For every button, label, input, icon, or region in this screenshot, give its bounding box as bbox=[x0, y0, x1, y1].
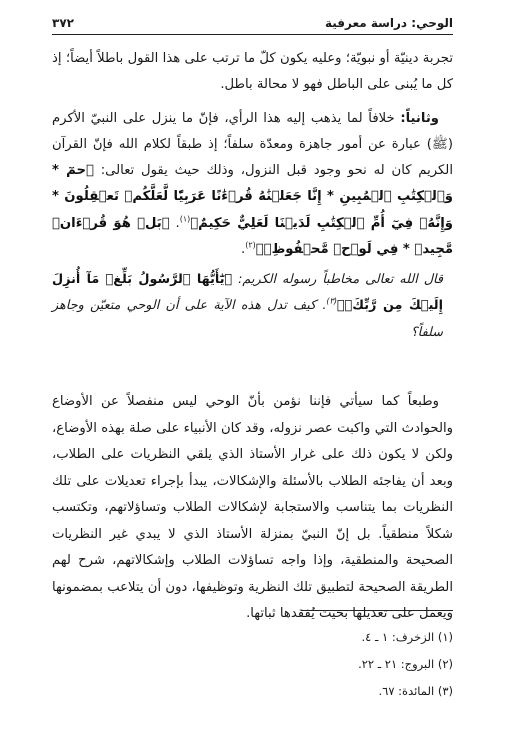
footnote-1: (١) الزخرف: ١ ـ ٤. bbox=[361, 630, 453, 644]
running-title: الوحي: دراسة معرفية bbox=[324, 16, 453, 30]
paragraph-3: وطبعاً كما سيأتي فإننا نؤمن بأنّ الوحي ليس منفصلاً عن الأوضاع والحوادث التي واكبت عصر نزوله، وقد كان الأنبياء على صلة بهذه الأوضاع، ولكن لا يكون ذلك على غرار الأستاذ الذي يلقي النظريات على الطلاب، وبعد أن يفاجئه الطلاب بالأسئلة والإشكالات، يبدأ بإجراء تعديلات على تلك النظريات بما يتناسب والاستجابة لإشكالات الطلاب وتساؤلاتهم، وتكتسب شكلاً منطقياً. بل إنّ النبيّ بمنزلة الأستاذ الذي لا يبدي غير النظريات الصحيحة والمنطقية، وإذا واجه تساؤلات الطلاب وإشكالاتهم، شرح لهم الطريقة الصحيحة لتطبيق تلك النظرية وتوظيفها، دون أن يتلاعب بمضمونها ويعمل على تعديلها بحيث يُفقدها ثباتها. bbox=[52, 394, 453, 622]
footnote-ref-2: (٢) bbox=[245, 240, 256, 250]
paragraph-1: تجربة دينيّة أو نبويّة؛ وعليه يكون كلّ ما ترتب على هذا القول باطلاً أيضاً؛ إذ كل ما يُبنى على الباطل فهو لا محالة باطل. bbox=[52, 51, 453, 93]
discussion-question bbox=[52, 267, 443, 346]
footnote-divider bbox=[301, 610, 453, 611]
paragraph-2: وثانياً: خلافاً لما يذهب إليه هذا الرأي، فإنّ ما ينزل على النبيّ الأكرم (ﷺ) عبارة عن أمور جاهزة ومعدّة سلفاً؛ إذ طبقاً لكلام الله فإنّ القرآن الكريم كان له نحو وجود قبل النزول، وذلك حيث يقول تعالى: ﴿حمٓ * وَٱلۡكِتَٰبِ ٱلۡمُبِينِ * إِنَّا جَعَلۡنَٰهُ قُرۡءَٰنًا عَرَبِيّٗا لَّعَلَّكُمۡ تَعۡقِلُونَ * وَإِنَّهُۥ فِيٓ أُمِّ ٱلۡكِتَٰبِ لَدَيۡنَا لَعَلِيٌّ حَكِيمٌ﴾$^{(١)}$. ﴿بَلۡ هُوَ قُرۡءَانٞ مَّجِيدٞ * فِي لَوۡحٖ مَّحۡفُوظِۭ﴾$^{(٢)}$. bbox=[52, 110, 453, 258]
quran-quote-1: ﴿حمٓ * وَٱلۡكِتَٰبِ ٱلۡمُبِينِ * إِنَّا جَعَلۡنَٰهُ قُرۡءَٰنًا عَرَبِيّٗا لَّعَلَّكُمۡ تَعۡقِلُونَ * وَإِنَّهُۥ فِيٓ أُمِّ ٱلۡكِتَٰبِ لَدَيۡنَا لَعَلِيٌّ حَكِيمٌ﴾ bbox=[52, 163, 453, 231]
footnote-ref-3: (٣) bbox=[326, 297, 337, 307]
paragraph-2-text: خلافاً لما يذهب إليه هذا الرأي، فإنّ ما ينزل على النبيّ الأكرم (ﷺ) عبارة عن أمور جاهزة ومعدّة سلفاً؛ إذ طبقاً لكلام الله فإنّ القرآن الكريم كان له نحو وجود قبل النزول، وذلك حيث يقول تعالى: bbox=[52, 110, 453, 179]
page-header bbox=[52, 14, 453, 35]
footnote-3: (٣) المائدة: ٦٧. bbox=[378, 684, 453, 698]
question-lead: قال الله تعالى مخاطباً رسوله الكريم: bbox=[238, 272, 444, 287]
page-number: ٣٧٢ bbox=[52, 16, 74, 30]
footnote-2: (٢) البروج: ٢١ ـ ٢٢. bbox=[358, 657, 453, 671]
question-text: . كيف تدل هذه الآية على أن الوحي متعيّن وجاهز سلفاً؟ bbox=[52, 298, 443, 340]
quran-quote-2: ﴿بَلۡ هُوَ قُرۡءَانٞ مَّجِيدٞ * فِي لَوۡحٖ مَّحۡفُوظِۭ﴾ bbox=[52, 215, 453, 258]
quran-quote-3: ﴿يَٰٓأَيُّهَا ٱلرَّسُولُ بَلِّغۡ مَآ أُنزِلَ إِلَيۡكَ مِن رَّبِّكَۖ﴾ bbox=[52, 272, 443, 314]
footnotes bbox=[60, 624, 453, 705]
footnote-ref-1: (١) bbox=[179, 214, 191, 224]
paragraph-2-lead: وثانياً: bbox=[400, 110, 439, 126]
main-text bbox=[52, 46, 453, 263]
